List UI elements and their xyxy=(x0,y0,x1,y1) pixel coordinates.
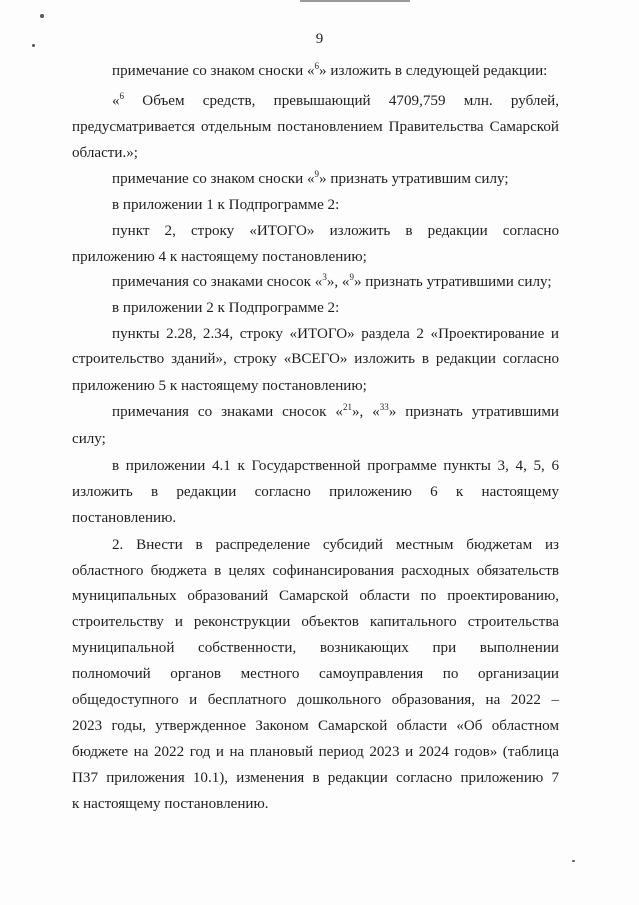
text-line: постановлению. xyxy=(72,510,177,526)
text-line: полномочий органов местного самоуправления по организации xyxy=(72,666,559,682)
text-line: примечания со знаками сносок «$^{21}$», «$^{33}$» признать утратившими xyxy=(112,402,560,420)
text-line: примечания со знаками сносок «$^3$», «$^9$» признать утратившими силу; xyxy=(112,272,552,290)
text-line: областного бюджета в целях софинансирования расходных обязательств xyxy=(72,563,559,579)
text-line: «$^6$ Объем средств, превышающий 4709,759 млн. рублей, xyxy=(112,91,559,109)
text-line: пункты 2.28, 2.34, строку «ИТОГО» раздела 2 «Проектирование и xyxy=(112,326,559,342)
text-line: примечание со знаком сноски «$^6$» изложить в следующей редакции: xyxy=(112,61,548,79)
text-line: 2023 годы, утвержденное Законом Самарской области «Об областном xyxy=(72,718,559,734)
text-line: силу; xyxy=(72,431,106,447)
text-line: примечание со знаком сноски «$^9$» признать утратившим силу; xyxy=(112,169,509,187)
text-line: приложению 5 к настоящему постановлению; xyxy=(72,378,367,394)
text-line: строительству и реконструкции объектов капитального строительства xyxy=(72,614,559,630)
text-line: общедоступного и бесплатного дошкольного образования, на 2022 – xyxy=(72,692,559,708)
scan-speck xyxy=(40,14,44,18)
text-line: приложению 4 к настоящему постановлению; xyxy=(72,249,367,265)
text-line: в приложении 2 к Подпрограмме 2: xyxy=(112,300,340,316)
text-line: муниципальной собственности, возникающих при выполнении xyxy=(72,640,559,656)
scan-edge-mark xyxy=(300,0,410,2)
scan-speck xyxy=(572,860,575,862)
text-line: 2. Внести в распределение субсидий местным бюджетам из xyxy=(112,537,559,553)
text-line: изложить в редакции согласно приложению 6 к настоящему xyxy=(72,484,559,500)
text-line: в приложении 1 к Подпрограмме 2: xyxy=(112,197,340,213)
text-line: пункт 2, строку «ИТОГО» изложить в редакции согласно xyxy=(112,223,559,239)
text-line: П37 приложения 10.1), изменения в редакции согласно приложению 7 xyxy=(72,770,559,786)
text-line: области.»; xyxy=(72,145,138,161)
text-line: предусматривается отдельным постановлением Правительства Самарской xyxy=(72,119,559,135)
text-line: к настоящему постановлению. xyxy=(72,796,269,812)
text-line: муниципальных образований Самарской области по проектированию, xyxy=(72,588,559,604)
page-number: 9 xyxy=(315,31,324,47)
text-line: бюджете на 2022 год и на плановый период 2023 и 2024 годов» (таблица xyxy=(72,744,559,760)
text-line: строительство зданий», строку «ВСЕГО» изложить в редакции согласно xyxy=(72,351,559,367)
text-line: в приложении 4.1 к Государственной программе пункты 3, 4, 5, 6 xyxy=(112,458,559,474)
